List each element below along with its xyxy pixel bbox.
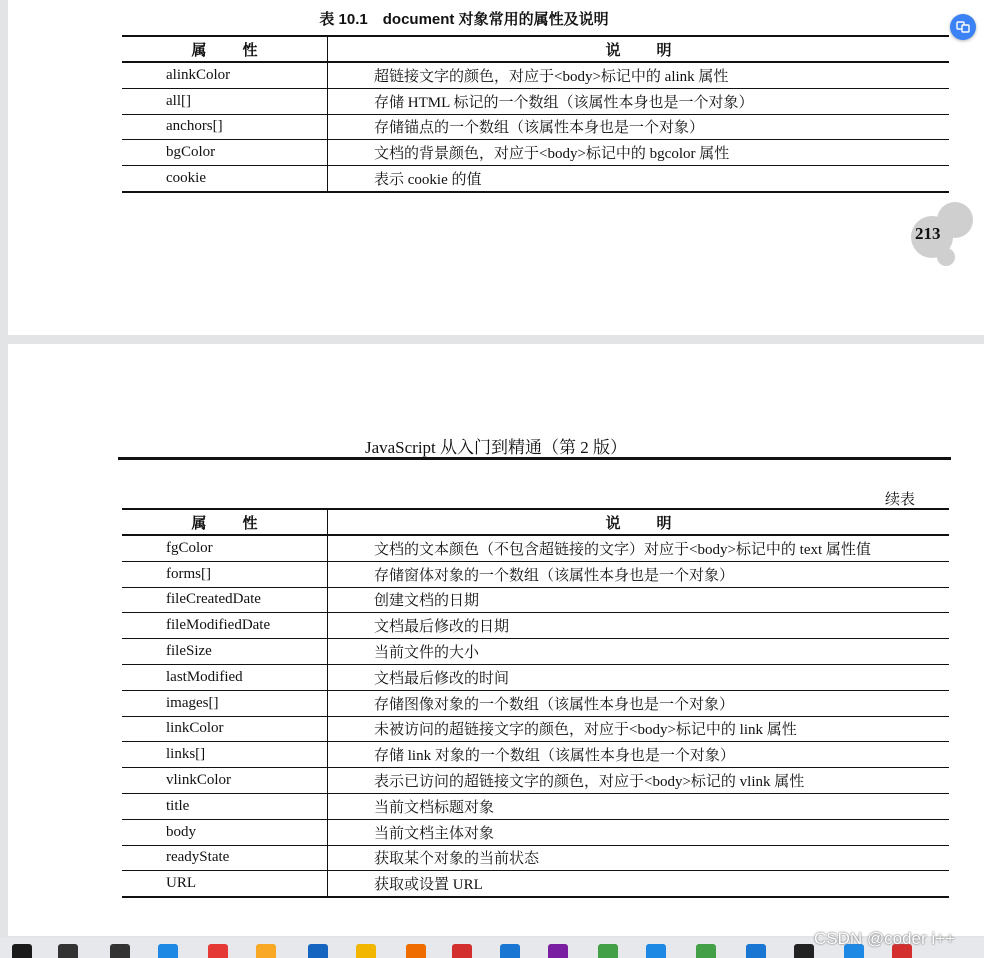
property-name-cell: forms[] xyxy=(122,561,328,587)
property-name-cell: cookie xyxy=(122,166,328,192)
running-head-rule xyxy=(118,457,951,460)
property-name-cell: fgColor xyxy=(122,535,328,561)
chrome-icon[interactable] xyxy=(452,944,472,958)
property-description-cell: 未被访问的超链接文字的颜色，对应于<body>标记中的 link 属性 xyxy=(328,716,950,742)
property-description-cell: 存储 link 对象的一个数组（该属性本身也是一个对象） xyxy=(328,742,950,768)
document-page-1 xyxy=(8,0,984,335)
property-description-cell: 获取或设置 URL xyxy=(328,871,950,897)
table-row xyxy=(122,742,949,768)
property-name-cell: fileSize xyxy=(122,639,328,665)
property-name-cell: lastModified xyxy=(122,664,328,690)
property-name-cell: images[] xyxy=(122,690,328,716)
property-description-cell: 文档的文本颜色（不包含超链接的文字）对应于<body>标记中的 text 属性值 xyxy=(328,535,950,561)
property-description-cell: 当前文档标题对象 xyxy=(328,793,950,819)
running-head: JavaScript 从入门到精通（第 2 版） xyxy=(364,438,628,457)
pdf-app-icon[interactable] xyxy=(256,944,276,958)
page-number-badge xyxy=(911,202,981,272)
property-name-cell: title xyxy=(122,793,328,819)
page-number: 213 xyxy=(915,224,941,243)
table-caption: 表 10.1 document 对象常用的属性及说明 xyxy=(319,11,609,28)
header-char: 明 xyxy=(656,42,672,59)
property-name-cell: anchors[] xyxy=(122,114,328,140)
property-description-cell: 文档最后修改的日期 xyxy=(328,613,950,639)
property-description-cell: 文档的背景颜色，对应于<body>标记中的 bgcolor 属性 xyxy=(328,140,950,166)
property-name-cell: bgColor xyxy=(122,140,328,166)
decor-circle xyxy=(937,248,955,266)
flag-app-icon[interactable] xyxy=(308,944,328,958)
property-name-cell: body xyxy=(122,819,328,845)
header-char: 说 xyxy=(605,42,621,59)
property-name-cell: links[] xyxy=(122,742,328,768)
document-page-2 xyxy=(8,344,984,936)
header-char: 性 xyxy=(242,515,258,532)
messenger-icon[interactable] xyxy=(746,944,766,958)
folder-icon[interactable] xyxy=(356,944,376,958)
property-name-cell: URL xyxy=(122,871,328,897)
map-pin-icon[interactable] xyxy=(406,944,426,958)
table-row xyxy=(122,716,949,742)
task-view-icon[interactable] xyxy=(58,944,78,958)
header-property xyxy=(122,509,328,535)
table-row xyxy=(122,166,949,192)
header-description xyxy=(328,509,950,535)
table-row xyxy=(122,587,949,613)
table-header-row xyxy=(122,509,949,535)
store-bag-icon[interactable] xyxy=(110,944,130,958)
table-row xyxy=(122,819,949,845)
property-description-cell: 存储锚点的一个数组（该属性本身也是一个对象） xyxy=(328,114,950,140)
property-description-cell: 超链接文字的颜色，对应于<body>标记中的 alink 属性 xyxy=(328,62,950,88)
property-name-cell: fileCreatedDate xyxy=(122,587,328,613)
news-app-icon[interactable] xyxy=(208,944,228,958)
visual-studio-icon[interactable] xyxy=(548,944,568,958)
header-char: 性 xyxy=(242,42,258,59)
property-name-cell: all[] xyxy=(122,88,328,114)
translate-icon xyxy=(956,20,970,34)
notes-app-icon[interactable] xyxy=(598,944,618,958)
windows-start-icon[interactable] xyxy=(12,944,32,958)
continued-label: 续表 xyxy=(885,492,916,508)
property-name-cell: readyState xyxy=(122,845,328,871)
table-row xyxy=(122,793,949,819)
property-description-cell: 存储 HTML 标记的一个数组（该属性本身也是一个对象） xyxy=(328,88,950,114)
properties-table-2 xyxy=(122,508,949,898)
property-description-cell: 创建文档的日期 xyxy=(328,587,950,613)
table-row xyxy=(122,664,949,690)
property-description-cell: 存储图像对象的一个数组（该属性本身也是一个对象） xyxy=(328,690,950,716)
table-row xyxy=(122,140,949,166)
table-row xyxy=(122,535,949,561)
property-name-cell: alinkColor xyxy=(122,62,328,88)
table-row xyxy=(122,561,949,587)
table-row xyxy=(122,62,949,88)
edge-icon[interactable] xyxy=(646,944,666,958)
wechat-icon[interactable] xyxy=(696,944,716,958)
table-row xyxy=(122,871,949,897)
property-description-cell: 文档最后修改的时间 xyxy=(328,664,950,690)
property-description-cell: 存储窗体对象的一个数组（该属性本身也是一个对象） xyxy=(328,561,950,587)
properties-table-1 xyxy=(122,35,949,193)
table-header-row xyxy=(122,36,949,62)
header-char: 属 xyxy=(191,42,207,59)
table-row xyxy=(122,639,949,665)
header-property xyxy=(122,36,328,62)
property-description-cell: 当前文档主体对象 xyxy=(328,819,950,845)
header-char: 明 xyxy=(656,515,672,532)
header-char: 说 xyxy=(605,515,621,532)
property-description-cell: 获取某个对象的当前状态 xyxy=(328,845,950,871)
table-row xyxy=(122,613,949,639)
translate-float-button[interactable] xyxy=(950,14,976,40)
header-char: 属 xyxy=(191,515,207,532)
property-description-cell: 当前文件的大小 xyxy=(328,639,950,665)
property-name-cell: vlinkColor xyxy=(122,768,328,794)
table-row xyxy=(122,845,949,871)
property-description-cell: 表示 cookie 的值 xyxy=(328,166,950,192)
csdn-watermark: CSDN @coder i++ xyxy=(814,929,956,948)
table-row xyxy=(122,768,949,794)
mail-icon[interactable] xyxy=(158,944,178,958)
property-description-cell: 表示已访问的超链接文字的颜色，对应于<body>标记的 vlink 属性 xyxy=(328,768,950,794)
table-row xyxy=(122,88,949,114)
table-row xyxy=(122,114,949,140)
vscode-icon[interactable] xyxy=(500,944,520,958)
property-name-cell: fileModifiedDate xyxy=(122,613,328,639)
table-row xyxy=(122,690,949,716)
header-description xyxy=(328,36,950,62)
property-name-cell: linkColor xyxy=(122,716,328,742)
terminal-icon[interactable] xyxy=(794,944,814,958)
